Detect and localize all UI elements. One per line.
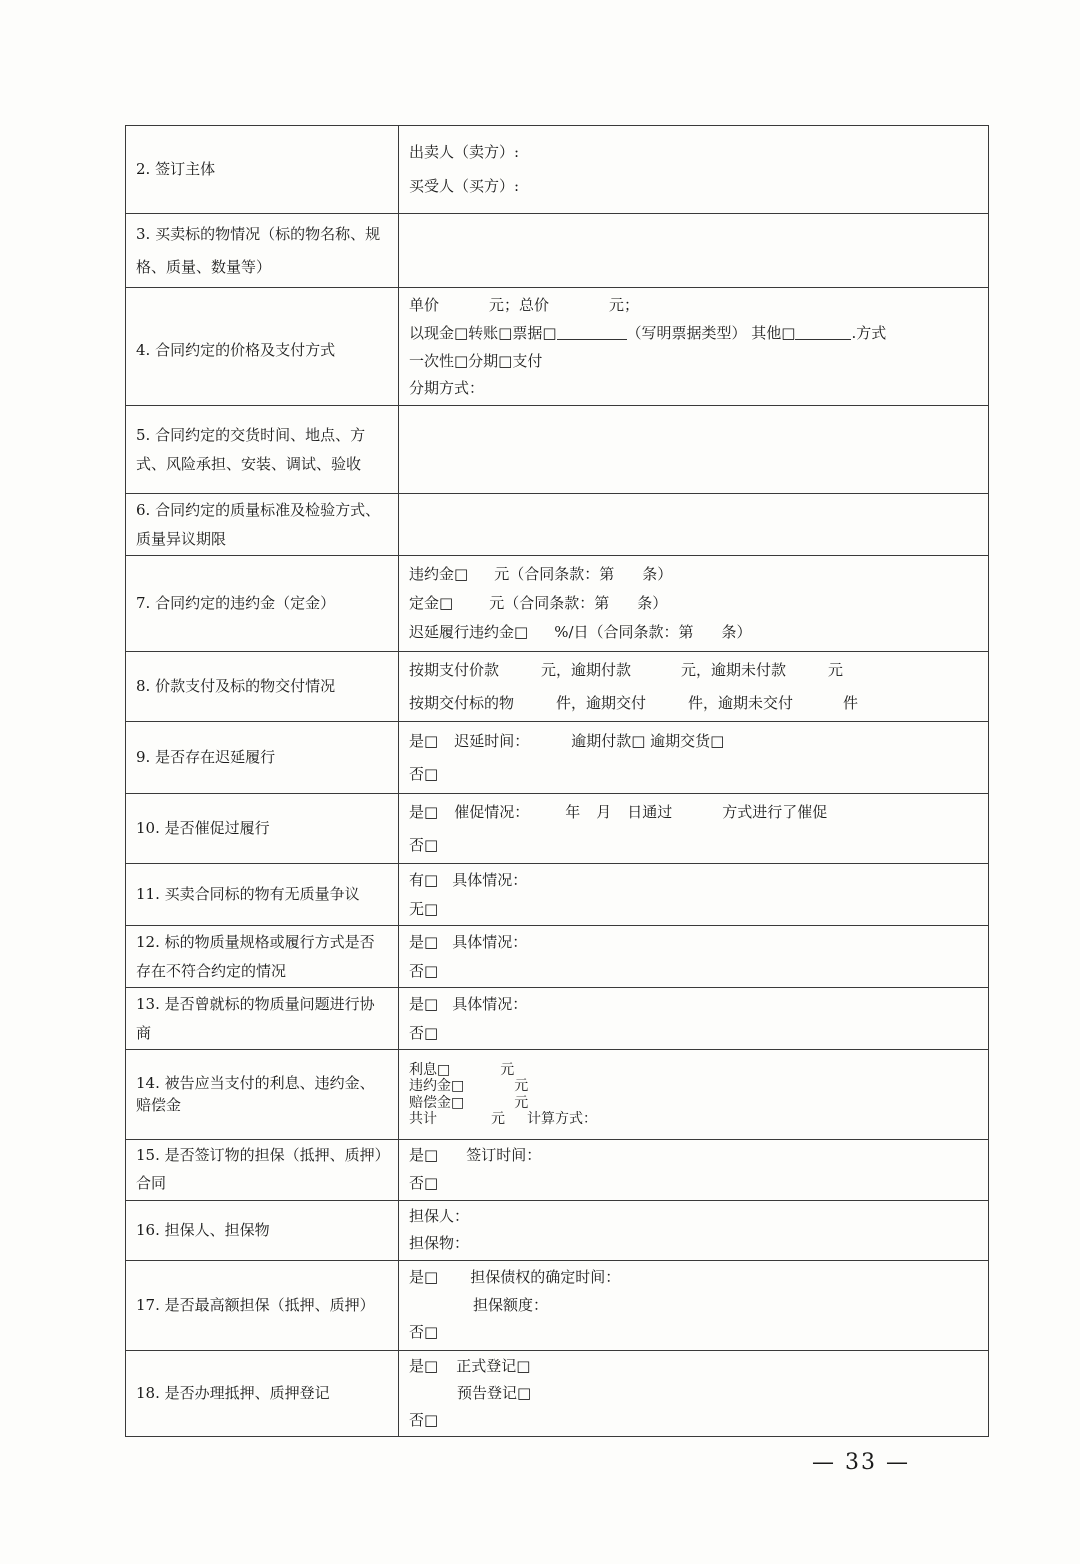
- row-value: [399, 722, 989, 794]
- form-row-delay: [126, 722, 989, 794]
- late-penalty-line[interactable]: 迟延履行违约金□ %/日（合同条款：第 条）: [409, 623, 752, 642]
- form-row-quality-dispute: [126, 864, 989, 926]
- damages-penalty-line[interactable]: 违约金□ 元: [409, 1078, 529, 1095]
- row-value: [399, 126, 989, 214]
- deposit-line[interactable]: 定金□ 元（合同条款：第 条）: [409, 593, 668, 612]
- row-label: 13. 是否曾就标的物质量问题进行协商: [126, 988, 399, 1050]
- form-row-penalty: [126, 556, 989, 652]
- penalty-line[interactable]: 违约金□ 元（合同条款：第 条）: [409, 564, 673, 583]
- row-label: 12. 标的物质量规格或履行方式是否存在不符合约定的情况: [126, 926, 399, 988]
- row-value: [399, 794, 989, 864]
- form-row-subject-matter: [126, 214, 989, 288]
- payment-status-line[interactable]: 按期支付价款 元，逾期付款 元，逾期未付款 元: [409, 661, 844, 680]
- security-no-line[interactable]: 否□: [409, 1173, 439, 1192]
- form-row-security-contract: [126, 1140, 989, 1201]
- nonconformity-no-line[interactable]: 否□: [409, 961, 439, 980]
- row-value: [399, 1050, 989, 1140]
- form-row-nonconformity: [126, 926, 989, 988]
- dispute-yes-line[interactable]: 有□ 具体情况：: [409, 871, 528, 889]
- row-value: [399, 652, 989, 722]
- page-number: — 33 —: [812, 1450, 910, 1475]
- form-row-signing-parties: [126, 126, 989, 214]
- row-label: 6. 合同约定的质量标准及检验方式、质量异议期限: [126, 494, 399, 556]
- nonconformity-yes-line[interactable]: 是□ 具体情况：: [409, 933, 528, 951]
- form-row-max-guarantee: [126, 1261, 989, 1351]
- row-label: 14. 被告应当支付的利息、违约金、赔偿金: [126, 1050, 399, 1140]
- pre-registration-line[interactable]: 预告登记□: [457, 1384, 532, 1402]
- seller-field[interactable]: 出卖人（卖方）:: [409, 143, 520, 161]
- row-value: [399, 556, 989, 652]
- form-row-delivery: [126, 406, 989, 494]
- buyer-field[interactable]: 买受人（买方）:: [409, 176, 520, 195]
- security-yes-line[interactable]: 是□ 签订时间：: [409, 1146, 542, 1164]
- form-row-price-payment: [126, 288, 989, 406]
- max-guarantee-yes-line[interactable]: 是□ 担保债权的确定时间：: [409, 1267, 621, 1286]
- negotiation-yes-line[interactable]: 是□ 具体情况：: [409, 995, 528, 1013]
- installment-line[interactable]: 分期方式：: [409, 379, 485, 398]
- row-label: 11. 买卖合同标的物有无质量争议: [126, 864, 399, 926]
- subject-matter-field[interactable]: [399, 214, 989, 288]
- delay-yes-line[interactable]: 是□ 迟延时间： 逾期付款□ 逾期交货□: [409, 732, 725, 751]
- form-row-payment-delivery-status: [126, 652, 989, 722]
- row-label: 2. 签订主体: [126, 126, 399, 214]
- row-label: 16. 担保人、担保物: [126, 1200, 399, 1261]
- row-label: 9. 是否存在迟延履行: [126, 722, 399, 794]
- row-label: 7. 合同约定的违约金（定金）: [126, 556, 399, 652]
- row-value: [399, 288, 989, 406]
- compensation-line[interactable]: 赔偿金□ 元: [409, 1094, 529, 1111]
- row-value: [399, 926, 989, 988]
- guarantor-line[interactable]: 担保人：: [409, 1206, 470, 1225]
- row-value: [399, 1140, 989, 1201]
- row-label: 17. 是否最高额担保（抵押、质押）: [126, 1261, 399, 1351]
- negotiation-no-line[interactable]: 否□: [409, 1023, 439, 1042]
- quality-standard-field[interactable]: [399, 494, 989, 556]
- urge-yes-line[interactable]: 是□ 催促情况： 年 月 日通过 方式进行了催促: [409, 803, 828, 822]
- form-row-urge: [126, 794, 989, 864]
- blank-line[interactable]: [795, 324, 851, 340]
- form-row-interest-damages: [126, 1050, 989, 1140]
- delay-no-line[interactable]: 否□: [409, 764, 439, 783]
- payment-mode-line[interactable]: 一次性□分期□支付: [409, 351, 543, 370]
- row-value: [399, 1261, 989, 1351]
- row-label: 4. 合同约定的价格及支付方式: [126, 288, 399, 406]
- price-line[interactable]: 单价 元；总价 元；: [409, 296, 640, 314]
- complaint-form-table: [125, 125, 989, 1437]
- blank-line[interactable]: [557, 324, 627, 340]
- registration-no-line[interactable]: 否□: [409, 1411, 439, 1429]
- form-row-quality-standard: [126, 494, 989, 556]
- row-label: 10. 是否催促过履行: [126, 794, 399, 864]
- form-row-registration: [126, 1351, 989, 1437]
- dispute-no-line[interactable]: 无□: [409, 899, 439, 918]
- urge-no-line[interactable]: 否□: [409, 835, 439, 854]
- row-value: [399, 988, 989, 1050]
- form-row-negotiation: [126, 988, 989, 1050]
- row-label: 8. 价款支付及标的物交付情况: [126, 652, 399, 722]
- collateral-line[interactable]: 担保物：: [409, 1234, 470, 1253]
- row-value: [399, 864, 989, 926]
- delivery-status-line[interactable]: 按期交付标的物 件，逾期交付 件，逾期未交付 件: [409, 693, 859, 712]
- payment-method-line[interactable]: 以现金□转账□票据□ （写明票据类型） 其他□ .方式: [409, 323, 887, 342]
- row-label: 3. 买卖标的物情况（标的物名称、规格、质量、数量等）: [126, 214, 399, 288]
- row-label: 5. 合同约定的交货时间、地点、方式、风险承担、安装、调试、验收: [126, 406, 399, 494]
- max-guarantee-no-line[interactable]: 否□: [409, 1323, 439, 1342]
- delivery-field[interactable]: [399, 406, 989, 494]
- registration-yes-line[interactable]: 是□ 正式登记□: [409, 1357, 531, 1375]
- total-line[interactable]: 共计 元 计算方式：: [409, 1110, 597, 1127]
- row-label: 15. 是否签订物的担保（抵押、质押）合同: [126, 1140, 399, 1201]
- row-value: [399, 1200, 989, 1261]
- row-value: [399, 1351, 989, 1437]
- guarantee-amount-line[interactable]: 担保额度：: [473, 1295, 549, 1314]
- interest-line[interactable]: 利息□ 元: [409, 1062, 515, 1079]
- form-row-guarantor: [126, 1200, 989, 1261]
- row-label: 18. 是否办理抵押、质押登记: [126, 1351, 399, 1437]
